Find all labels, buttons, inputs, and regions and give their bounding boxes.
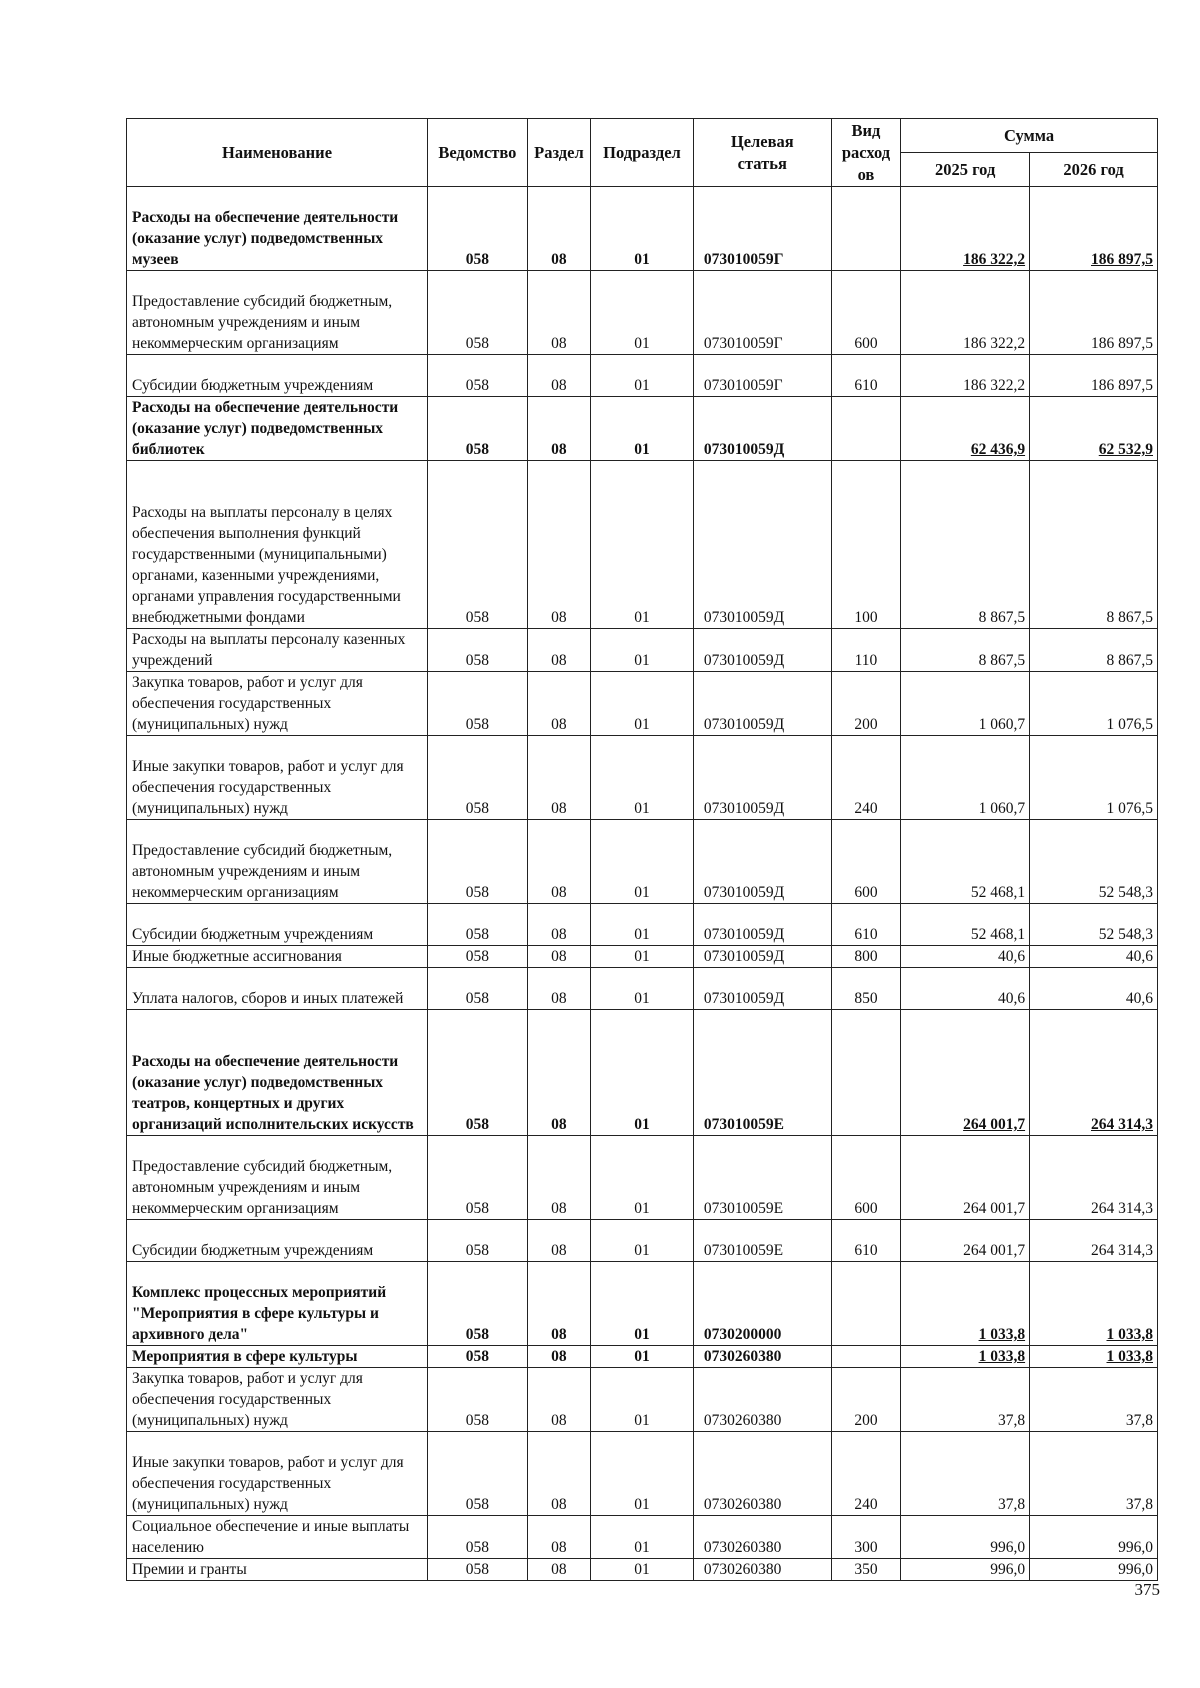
row-section: 08 [527, 629, 590, 672]
row-target: 073010059Е [693, 1010, 831, 1136]
row-section: 08 [527, 904, 590, 946]
row-name: Иные закупки товаров, работ и услуг для обеспечения государственных (муниципальных) нужд [127, 1432, 428, 1516]
row-2026: 1 033,8 [1030, 1262, 1158, 1346]
row-2025: 37,8 [901, 1368, 1030, 1432]
row-section: 08 [527, 736, 590, 820]
row-vid [831, 187, 900, 271]
row-2026: 996,0 [1030, 1559, 1158, 1581]
row-dept: 058 [428, 904, 528, 946]
row-subsection: 01 [591, 968, 694, 1010]
row-2026: 186 897,5 [1030, 271, 1158, 355]
row-2025: 996,0 [901, 1559, 1030, 1581]
header-vid-line2: расход [841, 142, 891, 162]
row-section: 08 [527, 1559, 590, 1581]
row-2026: 186 897,5 [1030, 187, 1158, 271]
row-vid: 610 [831, 904, 900, 946]
row-target: 073010059Д [693, 461, 831, 629]
row-section: 08 [527, 1368, 590, 1432]
row-dept: 058 [428, 946, 528, 968]
row-name: Предоставление субсидий бюджетным, автономным учреждениям и иным некоммерческим организациям [127, 820, 428, 904]
row-2025: 8 867,5 [901, 629, 1030, 672]
row-2026: 62 532,9 [1030, 397, 1158, 461]
row-2026: 1 033,8 [1030, 1346, 1158, 1368]
row-vid: 240 [831, 1432, 900, 1516]
header-vid-line3: ов [857, 164, 875, 184]
row-target: 073010059Г [693, 271, 831, 355]
row-name: Расходы на выплаты персоналу в целях обеспечения выполнения функций государственными (муниципальными) органами, казенными учреждениями, органами управления государственными внебюджетными фондами [127, 461, 428, 629]
row-vid [831, 1346, 900, 1368]
row-dept: 058 [428, 820, 528, 904]
row-2026: 8 867,5 [1030, 461, 1158, 629]
row-dept: 058 [428, 629, 528, 672]
row-vid: 600 [831, 820, 900, 904]
row-name: Социальное обеспечение и иные выплаты населению [127, 1516, 428, 1559]
row-subsection: 01 [591, 946, 694, 968]
table-row [127, 1262, 1158, 1346]
row-name: Уплата налогов, сборов и иных платежей [127, 968, 428, 1010]
row-vid: 200 [831, 1368, 900, 1432]
row-target: 0730260380 [693, 1559, 831, 1581]
row-2025: 52 468,1 [901, 820, 1030, 904]
row-subsection: 01 [591, 271, 694, 355]
row-name: Субсидии бюджетным учреждениям [127, 904, 428, 946]
row-section: 08 [527, 397, 590, 461]
row-2025: 264 001,7 [901, 1010, 1030, 1136]
header-sum: Сумма [901, 119, 1158, 153]
row-vid: 850 [831, 968, 900, 1010]
table-row [127, 1516, 1158, 1559]
header-target-line2: статья [737, 153, 787, 173]
header-vid-line1: Вид [851, 120, 881, 140]
row-2026: 1 076,5 [1030, 736, 1158, 820]
row-target: 0730260380 [693, 1432, 831, 1516]
table-row [127, 461, 1158, 629]
row-name: Расходы на выплаты персоналу казенных учреждений [127, 629, 428, 672]
row-target: 0730260380 [693, 1368, 831, 1432]
row-section: 08 [527, 968, 590, 1010]
table-row [127, 1010, 1158, 1136]
row-dept: 058 [428, 1432, 528, 1516]
page-number: 375 [1134, 1580, 1160, 1599]
header-vid [831, 119, 900, 187]
row-2025: 996,0 [901, 1516, 1030, 1559]
row-target: 073010059Г [693, 355, 831, 397]
row-target: 073010059Д [693, 904, 831, 946]
row-dept: 058 [428, 736, 528, 820]
row-2026: 1 076,5 [1030, 672, 1158, 736]
table-row [127, 355, 1158, 397]
row-2026: 37,8 [1030, 1368, 1158, 1432]
row-2026: 264 314,3 [1030, 1010, 1158, 1136]
row-subsection: 01 [591, 187, 694, 271]
row-target: 0730260380 [693, 1346, 831, 1368]
row-vid [831, 1262, 900, 1346]
row-dept: 058 [428, 1559, 528, 1581]
row-dept: 058 [428, 968, 528, 1010]
row-vid: 300 [831, 1516, 900, 1559]
row-name: Расходы на обеспечение деятельности (оказание услуг) подведомственных музеев [127, 187, 428, 271]
table-row [127, 1559, 1158, 1581]
row-vid: 610 [831, 355, 900, 397]
row-2025: 264 001,7 [901, 1220, 1030, 1262]
header-section: Раздел [527, 119, 590, 187]
row-vid: 610 [831, 1220, 900, 1262]
row-subsection: 01 [591, 1136, 694, 1220]
row-name: Иные закупки товаров, работ и услуг для обеспечения государственных (муниципальных) нужд [127, 736, 428, 820]
row-2025: 186 322,2 [901, 187, 1030, 271]
row-target: 073010059Д [693, 820, 831, 904]
row-subsection: 01 [591, 820, 694, 904]
header-2025: 2025 год [901, 153, 1030, 187]
row-2026: 186 897,5 [1030, 355, 1158, 397]
row-vid: 600 [831, 271, 900, 355]
row-vid: 240 [831, 736, 900, 820]
row-vid [831, 397, 900, 461]
row-2025: 1 033,8 [901, 1346, 1030, 1368]
row-2025: 186 322,2 [901, 355, 1030, 397]
row-2025: 37,8 [901, 1432, 1030, 1516]
row-target: 0730260380 [693, 1516, 831, 1559]
table-row [127, 1432, 1158, 1516]
row-section: 08 [527, 1220, 590, 1262]
row-subsection: 01 [591, 1559, 694, 1581]
table-row [127, 736, 1158, 820]
row-2025: 40,6 [901, 946, 1030, 968]
table-row [127, 397, 1158, 461]
row-dept: 058 [428, 461, 528, 629]
row-name: Закупка товаров, работ и услуг для обеспечения государственных (муниципальных) нужд [127, 672, 428, 736]
row-dept: 058 [428, 187, 528, 271]
row-target: 0730200000 [693, 1262, 831, 1346]
row-2025: 1 060,7 [901, 672, 1030, 736]
row-vid: 600 [831, 1136, 900, 1220]
row-dept: 058 [428, 1262, 528, 1346]
row-dept: 058 [428, 1220, 528, 1262]
header-name: Наименование [127, 119, 428, 187]
row-subsection: 01 [591, 1516, 694, 1559]
row-subsection: 01 [591, 1010, 694, 1136]
row-name: Предоставление субсидий бюджетным, автономным учреждениям и иным некоммерческим организациям [127, 271, 428, 355]
row-subsection: 01 [591, 1220, 694, 1262]
row-vid: 800 [831, 946, 900, 968]
row-target: 073010059Д [693, 736, 831, 820]
row-subsection: 01 [591, 397, 694, 461]
row-vid [831, 1010, 900, 1136]
row-subsection: 01 [591, 1346, 694, 1368]
row-2025: 52 468,1 [901, 904, 1030, 946]
row-vid: 100 [831, 461, 900, 629]
row-2025: 8 867,5 [901, 461, 1030, 629]
row-name: Комплекс процессных мероприятий "Мероприятия в сфере культуры и архивного дела" [127, 1262, 428, 1346]
row-subsection: 01 [591, 629, 694, 672]
row-section: 08 [527, 271, 590, 355]
row-section: 08 [527, 1346, 590, 1368]
row-target: 073010059Д [693, 397, 831, 461]
row-dept: 058 [428, 355, 528, 397]
row-section: 08 [527, 820, 590, 904]
row-subsection: 01 [591, 1262, 694, 1346]
table-row [127, 1220, 1158, 1262]
row-target: 073010059Д [693, 672, 831, 736]
table-row [127, 1346, 1158, 1368]
row-name: Закупка товаров, работ и услуг для обеспечения государственных (муниципальных) нужд [127, 1368, 428, 1432]
row-section: 08 [527, 946, 590, 968]
row-name: Субсидии бюджетным учреждениям [127, 1220, 428, 1262]
row-name: Расходы на обеспечение деятельности (оказание услуг) подведомственных библиотек [127, 397, 428, 461]
header-subsection: Подраздел [591, 119, 694, 187]
row-2026: 8 867,5 [1030, 629, 1158, 672]
row-2025: 62 436,9 [901, 397, 1030, 461]
row-subsection: 01 [591, 736, 694, 820]
row-target: 073010059Д [693, 629, 831, 672]
table-body [127, 187, 1158, 1581]
row-2026: 40,6 [1030, 968, 1158, 1010]
row-target: 073010059Е [693, 1136, 831, 1220]
table-row [127, 1368, 1158, 1432]
row-subsection: 01 [591, 904, 694, 946]
row-section: 08 [527, 1516, 590, 1559]
row-dept: 058 [428, 1136, 528, 1220]
row-section: 08 [527, 1136, 590, 1220]
row-section: 08 [527, 355, 590, 397]
row-target: 073010059Е [693, 1220, 831, 1262]
table-row [127, 271, 1158, 355]
table-row [127, 946, 1158, 968]
row-subsection: 01 [591, 672, 694, 736]
row-vid: 110 [831, 629, 900, 672]
row-2025: 186 322,2 [901, 271, 1030, 355]
row-section: 08 [527, 187, 590, 271]
row-subsection: 01 [591, 1432, 694, 1516]
row-dept: 058 [428, 1010, 528, 1136]
table-row [127, 968, 1158, 1010]
row-subsection: 01 [591, 461, 694, 629]
row-target: 073010059Д [693, 946, 831, 968]
row-2025: 264 001,7 [901, 1136, 1030, 1220]
row-dept: 058 [428, 1516, 528, 1559]
header-target-line1: Целевая [730, 131, 794, 151]
header-2026: 2026 год [1030, 153, 1158, 187]
table-row [127, 187, 1158, 271]
row-name: Предоставление субсидий бюджетным, автономным учреждениям и иным некоммерческим организациям [127, 1136, 428, 1220]
table-row [127, 1136, 1158, 1220]
row-section: 08 [527, 461, 590, 629]
row-name: Мероприятия в сфере культуры [127, 1346, 428, 1368]
budget-table [126, 118, 1158, 1581]
row-section: 08 [527, 1262, 590, 1346]
row-target: 073010059Д [693, 968, 831, 1010]
row-dept: 058 [428, 1346, 528, 1368]
row-section: 08 [527, 1432, 590, 1516]
row-dept: 058 [428, 397, 528, 461]
row-dept: 058 [428, 1368, 528, 1432]
row-2025: 1 033,8 [901, 1262, 1030, 1346]
row-name: Расходы на обеспечение деятельности (оказание услуг) подведомственных театров, концертных и других организаций исполнительских искусств [127, 1010, 428, 1136]
row-vid: 200 [831, 672, 900, 736]
row-subsection: 01 [591, 1368, 694, 1432]
row-dept: 058 [428, 271, 528, 355]
header-dept: Ведомство [428, 119, 528, 187]
row-section: 08 [527, 1010, 590, 1136]
row-vid: 350 [831, 1559, 900, 1581]
row-name: Субсидии бюджетным учреждениям [127, 355, 428, 397]
row-target: 073010059Г [693, 187, 831, 271]
row-2026: 52 548,3 [1030, 820, 1158, 904]
header-target [693, 119, 831, 187]
table-row [127, 672, 1158, 736]
row-2026: 40,6 [1030, 946, 1158, 968]
table-row [127, 904, 1158, 946]
row-2025: 40,6 [901, 968, 1030, 1010]
row-section: 08 [527, 672, 590, 736]
row-2026: 996,0 [1030, 1516, 1158, 1559]
row-2026: 37,8 [1030, 1432, 1158, 1516]
table-row [127, 820, 1158, 904]
row-2026: 264 314,3 [1030, 1136, 1158, 1220]
row-subsection: 01 [591, 355, 694, 397]
row-name: Премии и гранты [127, 1559, 428, 1581]
row-2025: 1 060,7 [901, 736, 1030, 820]
row-2026: 264 314,3 [1030, 1220, 1158, 1262]
table-row [127, 629, 1158, 672]
row-name: Иные бюджетные ассигнования [127, 946, 428, 968]
row-2026: 52 548,3 [1030, 904, 1158, 946]
row-dept: 058 [428, 672, 528, 736]
